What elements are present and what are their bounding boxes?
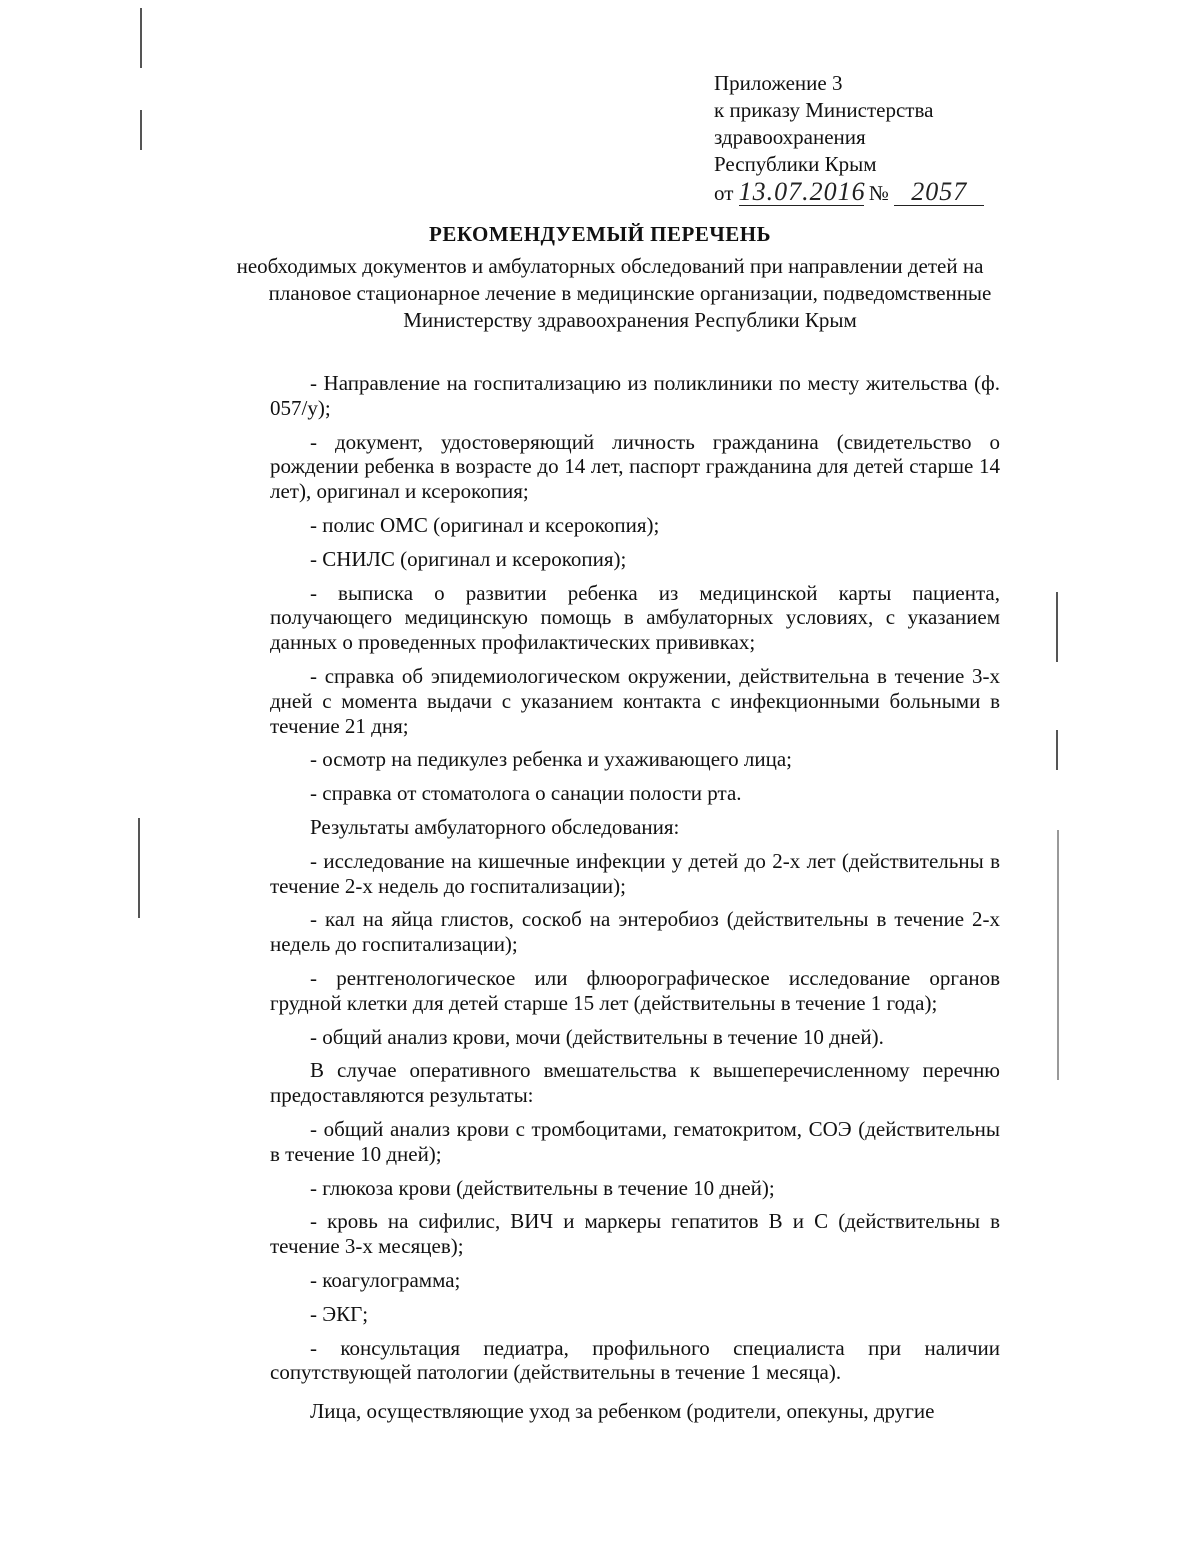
scan-artifact	[1057, 830, 1059, 1080]
document-subtitle	[210, 253, 1010, 334]
paragraph: В случае оперативного вмешательства к вышеперечисленному перечню предоставляются результаты:	[270, 1058, 1000, 1108]
paragraph: - справка от стоматолога о санации полости рта.	[310, 781, 742, 806]
paragraph: Результаты амбулаторного обследования:	[310, 814, 680, 839]
subtitle-line: Министерству здравоохранения Республики Крым	[403, 308, 857, 332]
scan-artifact	[140, 8, 142, 68]
date-prefix: от	[714, 181, 734, 205]
paragraph: - полис ОМС (оригинал и ксерокопия);	[310, 512, 660, 537]
number-prefix: №	[868, 181, 889, 205]
appendix-line: к приказу Министерства	[714, 98, 934, 122]
paragraph: - кровь на сифилис, ВИЧ и маркеры гепатитов В и С (действительны в течение 3-х месяцев);	[270, 1209, 1000, 1259]
paragraph: - ЭКГ;	[310, 1301, 369, 1326]
order-date-handwritten: 13.07.2016	[738, 177, 866, 206]
scan-artifact	[1056, 730, 1058, 770]
paragraph: - исследование на кишечные инфекции у детей до 2-х лет (действительны в течение 2-х недель до госпитализации);	[270, 848, 1000, 898]
paragraph: - консультация педиатра, профильного специалиста при наличии сопутствующей патологии (действительны в течение 1 месяца).	[270, 1335, 1000, 1385]
order-date-line	[714, 178, 1074, 208]
paragraph: - СНИЛС (оригинал и ксерокопия);	[310, 546, 627, 571]
order-number-handwritten: 2057	[894, 178, 984, 206]
paragraph: - коагулограмма;	[310, 1267, 461, 1292]
appendix-line: Республики Крым	[714, 152, 877, 176]
scan-artifact	[140, 110, 142, 150]
paragraph: - кал на яйца глистов, соскоб на энтеробиоз (действительны в течение 2-х недель до госпитализации);	[270, 907, 1000, 957]
scan-artifact	[138, 818, 140, 918]
document-body	[270, 371, 1000, 1424]
paragraph: - выписка о развитии ребенка из медицинской карты пациента, получающего медицинскую помощь в амбулаторных условиях, с указанием данных о проведенных профилактических прививках;	[270, 580, 1000, 655]
paragraph: - документ, удостоверяющий личность гражданина (свидетельство о рождении ребенка в возрасте до 14 лет, паспорт гражданина для детей старше 14 лет), оригинал и ксерокопия;	[270, 429, 1000, 504]
paragraph: - осмотр на педикулез ребенка и ухаживающего лица;	[310, 747, 792, 772]
appendix-line: Приложение 3	[714, 71, 843, 95]
paragraph: Лица, осуществляющие уход за ребенком (родители, опекуны, другие	[310, 1399, 935, 1424]
document-title: РЕКОМЕНДУЕМЫЙ ПЕРЕЧЕНЬ	[429, 222, 771, 246]
paragraph: - глюкоза крови (действительны в течение 10 дней);	[310, 1175, 775, 1200]
subtitle-line: необходимых документов и амбулаторных обследований при направлении детей на	[236, 254, 984, 278]
scan-artifact	[1056, 592, 1058, 662]
paragraph: - Направление на госпитализацию из поликлиники по месту жительства (ф. 057/у);	[270, 371, 1000, 420]
paragraph: - рентгенологическое или флюорографическое исследование органов грудной клетки для детей старше 15 лет (действительны в течение 1 года);	[270, 965, 1000, 1015]
subtitle-line: плановое стационарное лечение в медицинские организации, подведомственные	[268, 281, 992, 305]
paragraph: - общий анализ крови с тромбоцитами, гематокритом, СОЭ (действительны в течение 10 дней);	[270, 1116, 1000, 1166]
paragraph: - общий анализ крови, мочи (действительны в течение 10 дней).	[310, 1024, 884, 1049]
paragraph: - справка об эпидемиологическом окружении, действительна в течение 3-х дней с момента выдачи с указанием контакта с инфекционными больными в течение 21 дня;	[270, 663, 1000, 738]
appendix-line: здравоохранения	[714, 125, 866, 149]
appendix-block	[714, 70, 1074, 208]
